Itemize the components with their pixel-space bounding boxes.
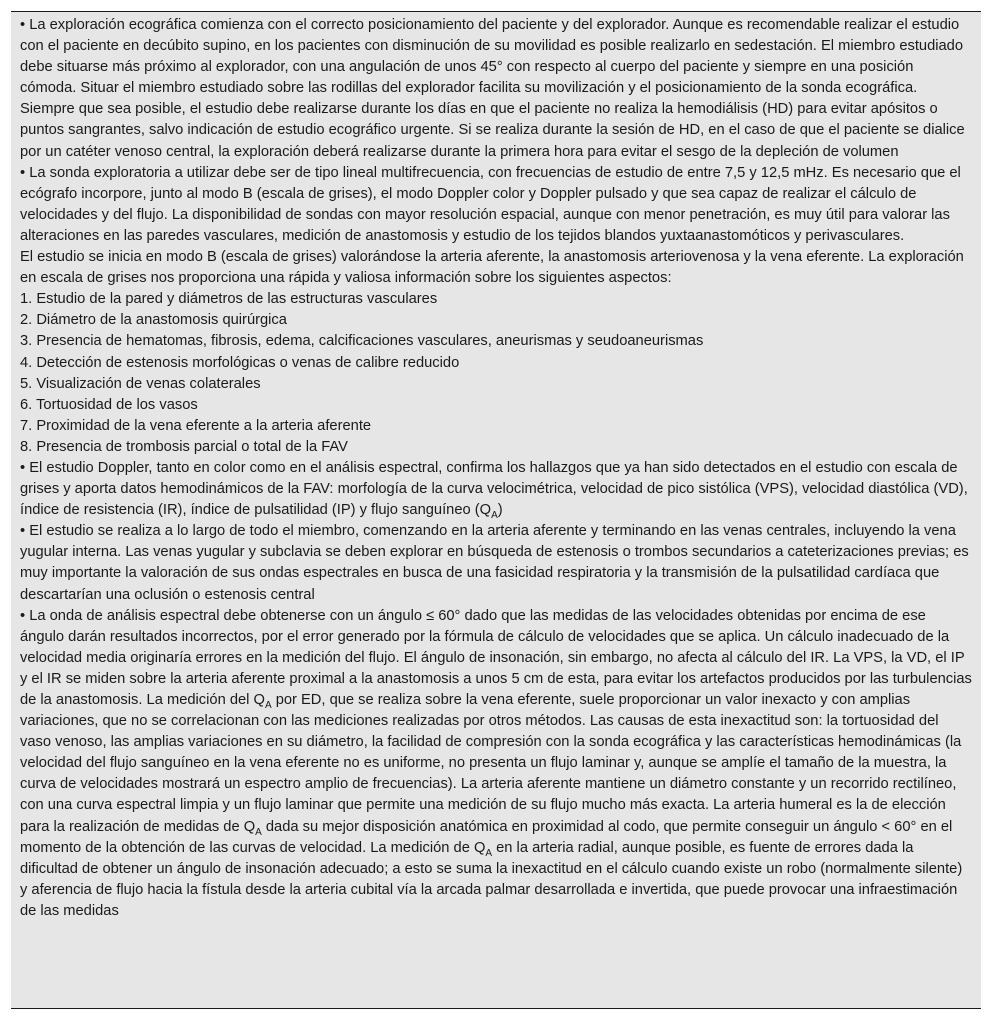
list-item: 6. Tortuosidad de los vasos <box>20 396 198 413</box>
veins-paragraph: • El estudio se realiza a lo largo de todo el miembro, comenzando en la arteria aferente y terminando en las venas centrales, incluyendo la vena yugular interna. Las venas yugular y subclavia se deben explorar en búsqueda de estenosis o trombos secundarios a cateterizaciones previas; es muy importante la valoración de sus ondas espectrales en busca de una fasicidad respiratoria y la transmisión de la pulsatilidad cardíaca que descartarían una oclusión o estenosis central <box>20 523 969 603</box>
positioning-paragraph: • La exploración ecográfica comienza con el correcto posicionamiento del paciente y del explorador. Aunque es recomendable realizar el estudio con el paciente en decúbito supino, en los pacientes con disminución de su movilidad es posible realizarlo en sedestación. El miembro estudiado debe situarse más próximo al explorador, con una angulación de unos 45° con respecto al cuerpo del paciente y siempre en una posición cómoda. Situar el miembro estudiado sobre las rodillas del explorador facilita su movilización y el posicionamiento de la sonda ecográfica. Siempre que sea posible, el estudio debe realizarse durante los días en que el paciente no realiza la hemodiálisis (HD) para evitar apósitos o puntos sangrantes, salvo indicación de estudio ecográfico urgente. Si se realiza durante la sesión de HD, en el caso de que el paciente se dialice por un catéter venoso central, la exploración deberá realizarse durante la primera hora para evitar el sesgo de la depleción de volumen <box>20 17 965 160</box>
list-item: 7. Proximidad de la vena eferente a la arteria aferente <box>20 417 372 434</box>
b-mode-aspects-list <box>20 289 972 458</box>
angle-text-2: por ED, que se realiza sobre la vena eferente, suele proporcionar un valor inexacto y con amplias variaciones, que no se correlacionan con las mediciones realizadas por otros métodos. Las causas de esta inexactitud son: la tortuosidad del vaso venoso, las amplias variaciones en su diámetro, la facilidad de compresión con la sonda ecográfica y las características hemodinámicas (la velocidad del flujo sanguíneo en la vena eferente no es uniforme, no presenta un flujo laminar y, aunque se amplíe el tamaño de la muestra, la curva de velocidades mostrará un espectro amplio de frecuencias). La arteria aferente mantiene un diámetro constante y un recorrido rectilíneo, con una curva espectral limpia y un flujo laminar que permite una medición de su flujo mucho más exacta. La arteria humeral es la de elección para la realización de medidas de Q <box>20 692 962 835</box>
doppler-paragraph <box>20 458 972 521</box>
list-item: 1. Estudio de la pared y diámetros de las estructuras vasculares <box>20 291 438 308</box>
flow-subscript: A <box>264 700 272 711</box>
text-panel <box>11 11 981 1009</box>
b-mode-paragraph: El estudio se inicia en modo B (escala de grises) valorándose la arteria aferente, la anastomosis arteriovenosa y la vena eferente. La exploración en escala de grises nos proporciona una rápida y valiosa información sobre los siguientes aspectos: <box>20 249 964 287</box>
list-item: 4. Detección de estenosis morfológicas o venas de calibre reducido <box>20 354 460 371</box>
flow-subscript: A <box>255 826 262 838</box>
angle-text-3: dada su mejor disposición anatómica en proximidad al codo, que permite conseguir un ángulo < 60° en el momento de la obtención de las curvas de velocidad. La medición de Q <box>20 818 953 856</box>
angle-text-4: en la arteria radial, aunque posible, es fuente de errores dada la dificultad de obtener un ángulo de insonación adecuado; a esto se suma la inexactitud en el cálculo cuando existe un robo (normalmente silente) y aferencia de flujo hacia la fístula desde la arteria cubital vía la arcada palmar desarrollada e invertida, que puede provocar una infraestimación de las medidas <box>20 839 963 919</box>
list-item: 8. Presencia de trombosis parcial o total de la FAV <box>20 438 348 455</box>
flow-subscript: A <box>485 847 493 859</box>
doppler-text: • El estudio Doppler, tanto en color como en el análisis espectral, confirma los hallazgos que ya han sido detectados en el estudio con escala de grises y aporta datos hemodinámicos de la FAV: morfología de la curva velocimétrica, velocidad de pico sistólica (VPS), velocidad diastólica (VD), índice de resistencia (IR), índice de pulsatilidad (IP) y flujo sanguíneo (Q <box>20 459 968 519</box>
list-item: 5. Visualización de venas colaterales <box>20 375 261 392</box>
list-item: 2. Diámetro de la anastomosis quirúrgica <box>20 312 287 329</box>
angle-paragraph <box>20 606 972 922</box>
doppler-end: ) <box>497 502 503 519</box>
list-item: 3. Presencia de hematomas, fibrosis, edema, calcificaciones vasculares, aneurismas y seudoaneurismas <box>20 333 704 350</box>
angle-text-1: • La onda de análisis espectral debe obtenerse con un ángulo ≤ 60° dado que las medidas de las velocidades obtenidas por encima de ese ángulo darán resultados incorrectos, por el error generado por la fórmula de cálculo de velocidades que se aplica. Un cálculo inadecuado de la velocidad media originaría errores en la medición del flujo. El ángulo de insonación, sin embargo, no afecta al cálculo del IR. La VPS, la VD, el IP y el IR se miden sobre la arteria aferente proximal a la anastomosis a unos 5 cm de esta, para evitar los artefactos producidos por las turbulencias de la anastomosis. La medición del Q <box>20 607 972 708</box>
probe-paragraph: • La sonda exploratoria a utilizar debe ser de tipo lineal multifrecuencia, con frecuencias de estudio de entre 7,5 y 12,5 mHz. Es necesario que el ecógrafo incorpore, junto al modo B (escala de grises), el modo Doppler color y Doppler pulsado y que sea capaz de realizar el cálculo de velocidades y del flujo. La disponibilidad de sondas con mayor resolución espacial, aunque con menor penetración, es muy útil para valorar las alteraciones en las paredes vasculares, medición de anastomosis y estudio de los tejidos blandos yuxtaanastomóticos y perivasculares. <box>20 164 961 244</box>
flow-subscript: A <box>491 510 498 522</box>
